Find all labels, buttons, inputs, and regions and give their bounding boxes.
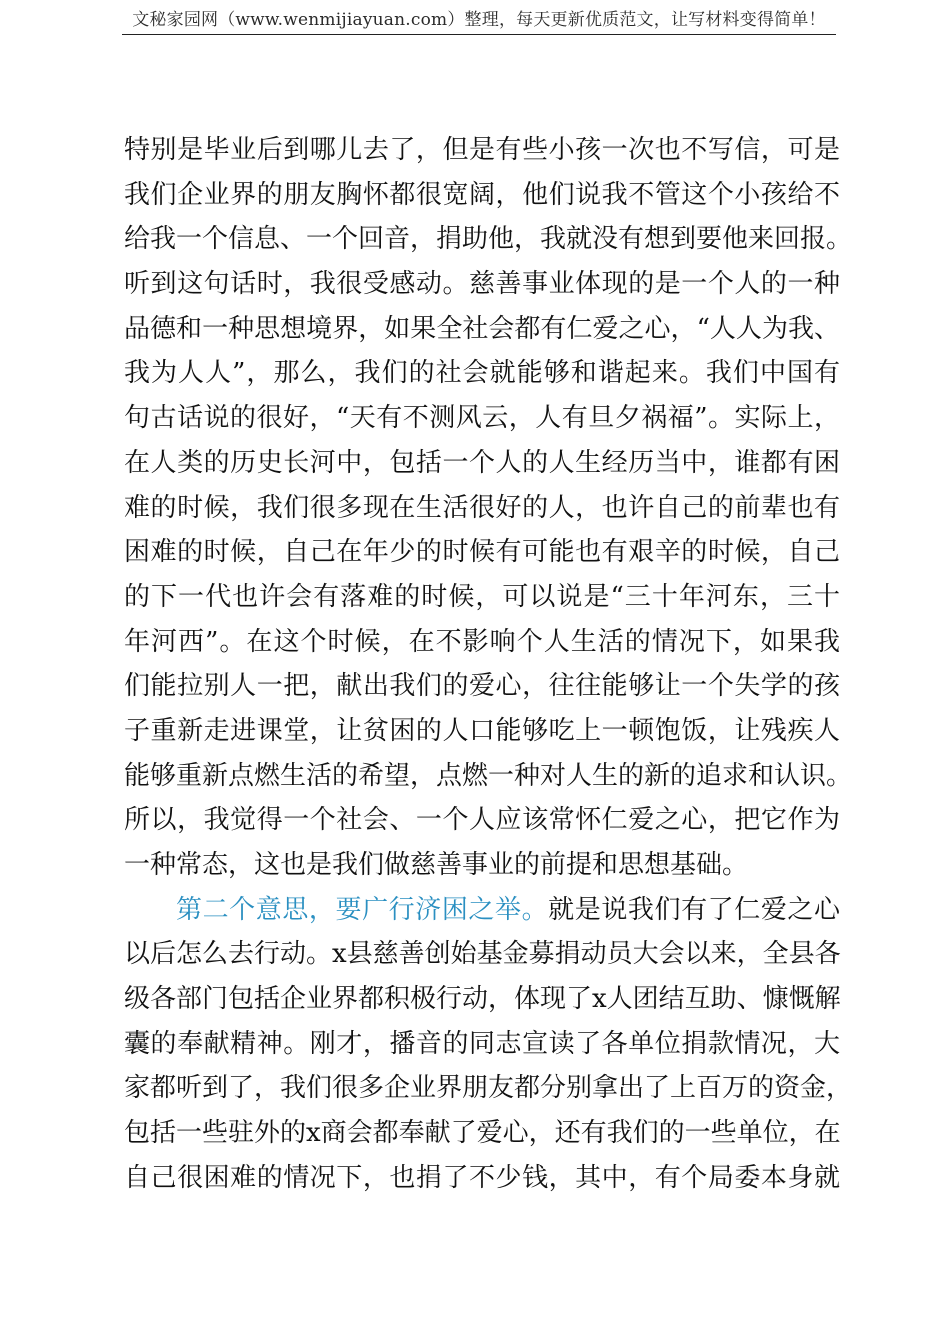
text-line: 年河西”。在这个时候，在不影响个人生活的情况下，如果我 bbox=[124, 626, 840, 657]
text-line: 囊的奉献精神。刚才，播音的同志宣读了各单位捐款情况，大 bbox=[124, 1028, 840, 1059]
text-line: 家都听到了，我们很多企业界朋友都分别拿出了上百万的资金， bbox=[124, 1073, 853, 1104]
text-line: 级各部门包括企业界都积极行动，体现了x人团结互助、慷慨解 bbox=[124, 984, 841, 1015]
text-line: 所以，我觉得一个社会、一个人应该常怀仁爱之心，把它作为 bbox=[124, 805, 840, 836]
paragraph-1 bbox=[124, 128, 853, 888]
text-line: 一种常态，这也是我们做慈善事业的前提和思想基础。 bbox=[124, 850, 749, 880]
text-line: 给我一个信息、一个回音，捐助他，我就没有想到要他来回报。 bbox=[124, 224, 853, 255]
text-line: 听到这句话时，我很受感动。慈善事业体现的是一个人的一种 bbox=[124, 269, 840, 300]
text-line: 我为人人”，那么，我们的社会就能够和谐起来。我们中国有 bbox=[124, 358, 840, 389]
text-line: 子重新走进课堂，让贫困的人口能够吃上一顿饱饭，让残疾人 bbox=[124, 715, 840, 746]
text-line: 的下一代也许会有落难的时候，可以说是“三十年河东，三十 bbox=[124, 581, 840, 612]
text-run: 就是说我们有了仁爱之心 bbox=[548, 894, 840, 925]
paragraph-2-first-line bbox=[124, 888, 840, 933]
text-line: 句古话说的很好，“天有不测风云，人有旦夕祸福”。实际上， bbox=[124, 403, 840, 434]
document-body bbox=[124, 128, 853, 1201]
text-line: 品德和一种思想境界，如果全社会都有仁爱之心，“人人为我、 bbox=[124, 313, 840, 344]
section-heading: 第二个意思，要广行济困之举。 bbox=[176, 894, 549, 925]
text-line: 特别是毕业后到哪儿去了，但是有些小孩一次也不写信，可是 bbox=[124, 135, 840, 165]
text-line: 包括一些驻外的x商会都奉献了爱心，还有我们的一些单位，在 bbox=[124, 1118, 841, 1149]
text-line: 困难的时候，自己在年少的时候有可能也有艰辛的时候，自己 bbox=[124, 537, 840, 568]
paragraph-2 bbox=[124, 888, 853, 1201]
text-line: 难的时候，我们很多现在生活很好的人，也许自己的前辈也有 bbox=[124, 492, 840, 523]
text-line: 自己很困难的情况下，也捐了不少钱，其中，有个局委本身就 bbox=[124, 1162, 840, 1193]
text-line: 们能拉别人一把，献出我们的爱心，往往能够让一个失学的孩 bbox=[124, 671, 840, 702]
text-line: 我们企业界的朋友胸怀都很宽阔，他们说我不管这个小孩给不 bbox=[124, 179, 840, 210]
header-text: 文秘家园网（www.wenmijiayuan.com）整理，每天更新优质范文，让写材料变得简单！ bbox=[132, 10, 826, 30]
text-line: 在人类的历史长河中，包括一个人的人生经历当中，谁都有困 bbox=[124, 447, 840, 478]
text-line: 以后怎么去行动。x县慈善创始基金募捐动员大会以来，全县各 bbox=[124, 939, 841, 970]
page-header bbox=[122, 8, 836, 35]
text-line: 能够重新点燃生活的希望，点燃一种对人生的新的追求和认识。 bbox=[124, 760, 853, 791]
